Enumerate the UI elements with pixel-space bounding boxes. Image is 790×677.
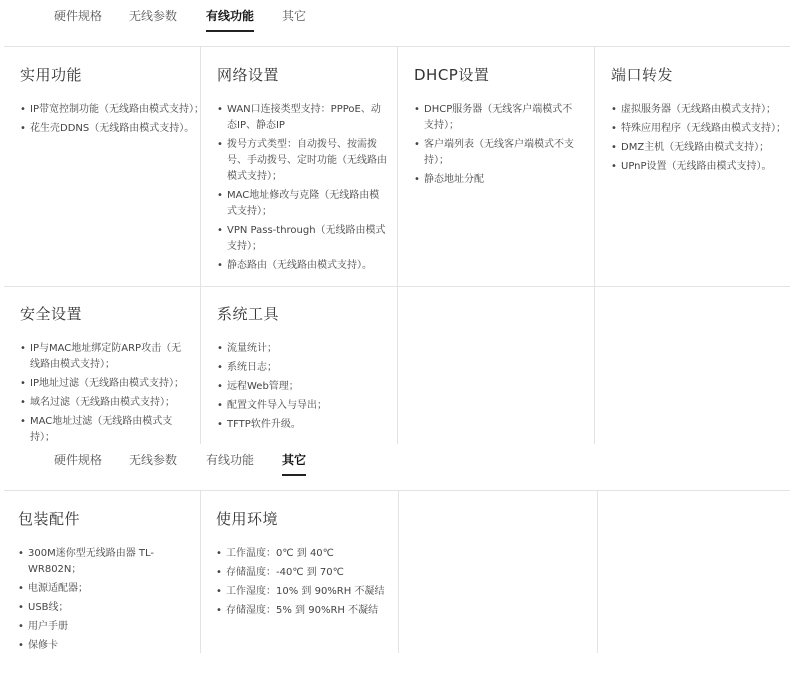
feature-cell-dhcp (414, 64, 582, 191)
feature-cell-security (20, 303, 190, 449)
spec-tabs-bottom (0, 444, 790, 484)
grid-divider (200, 490, 201, 653)
feature-cell-environment (216, 508, 391, 622)
list-item: • IP与MAC地址绑定防ARP攻击（无线路由模式支持）； (20, 341, 190, 373)
list-item: • 静态路由（无线路由模式支持）。 (217, 258, 387, 274)
cell-title: 使用环境 (216, 510, 279, 528)
list-item: • 花生壳DDNS（无线路由模式支持）。 (20, 121, 210, 137)
list-item: • USB线； (18, 600, 193, 616)
feature-list (217, 341, 387, 433)
grid-divider (594, 46, 595, 444)
tab-hardware-spec[interactable]: 硬件规格 (54, 453, 103, 467)
feature-list (217, 102, 387, 274)
cell-title: DHCP设置 (414, 66, 490, 84)
tab-wireless-params[interactable]: 无线参数 (129, 9, 178, 23)
list-item: • 远程Web管理； (217, 379, 387, 395)
feature-list (414, 102, 582, 188)
list-item: • 配置文件导入与导出； (217, 398, 387, 414)
cell-title: 网络设置 (217, 66, 280, 84)
feature-list (20, 102, 210, 137)
grid-divider (398, 490, 399, 653)
tab-wireless-params[interactable]: 无线参数 (129, 453, 178, 467)
list-item: • 域名过滤（无线路由模式支持）； (20, 395, 190, 411)
tab-wired-features[interactable]: 有线功能 (206, 9, 255, 23)
list-item: • TFTP软件升级。 (217, 417, 387, 433)
feature-list (18, 546, 193, 654)
tab-other[interactable]: 其它 (282, 453, 307, 467)
feature-cell-port-forwarding (611, 64, 786, 178)
cell-title: 实用功能 (20, 66, 83, 84)
spec-tabs-top (0, 0, 790, 40)
list-item: • 工作湿度：10% 到 90%RH 不凝结 (216, 584, 391, 600)
feature-cell-system-tools (217, 303, 387, 436)
list-item: • 客户端列表（无线客户端模式不支持）； (414, 137, 582, 169)
list-item: • 流量统计； (217, 341, 387, 357)
list-item: • IP带宽控制功能（无线路由模式支持）； (20, 102, 210, 118)
grid-divider (4, 490, 790, 491)
grid-divider (397, 46, 398, 444)
tab-wired-features[interactable]: 有线功能 (206, 453, 255, 467)
cell-title: 系统工具 (217, 305, 280, 323)
tab-hardware-spec[interactable]: 硬件规格 (54, 9, 103, 23)
list-item: • 用户手册 (18, 619, 193, 635)
list-item: • 保修卡 (18, 638, 193, 654)
feature-cell-package (18, 508, 193, 657)
list-item: • 虚拟服务器（无线路由模式支持）； (611, 102, 786, 118)
list-item: • WAN口连接类型支持：PPPoE、动态IP、静态IP (217, 102, 387, 134)
feature-cell-network (217, 64, 387, 277)
cell-title: 包装配件 (18, 510, 81, 528)
list-item: • 存储温度：-40℃ 到 70℃ (216, 565, 391, 581)
list-item: • MAC地址修改与克隆（无线路由模式支持）； (217, 188, 387, 220)
cell-title: 端口转发 (611, 66, 674, 84)
list-item: • MAC地址过滤（无线路由模式支持）； (20, 414, 190, 446)
feature-list (611, 102, 786, 175)
feature-cell-utility (20, 64, 210, 140)
list-item: • 电源适配器； (18, 581, 193, 597)
list-item: • VPN Pass-through（无线路由模式支持）； (217, 223, 387, 255)
list-item: • UPnP设置（无线路由模式支持）。 (611, 159, 786, 175)
feature-list (216, 546, 391, 619)
list-item: • 工作温度：0℃ 到 40℃ (216, 546, 391, 562)
list-item: • DMZ主机（无线路由模式支持）； (611, 140, 786, 156)
list-item: • 系统日志； (217, 360, 387, 376)
tab-other[interactable]: 其它 (282, 9, 307, 23)
list-item: • 存储湿度：5% 到 90%RH 不凝结 (216, 603, 391, 619)
list-item: • DHCP服务器（无线客户端模式不支持）； (414, 102, 582, 134)
list-item: • IP地址过滤（无线路由模式支持）； (20, 376, 190, 392)
list-item: • 特殊应用程序（无线路由模式支持）； (611, 121, 786, 137)
feature-list (20, 341, 190, 446)
cell-title: 安全设置 (20, 305, 83, 323)
list-item: • 拨号方式类型：自动拨号、按需拨号、手动拨号、定时功能（无线路由模式支持）； (217, 137, 387, 185)
list-item: • 300M迷你型无线路由器 TL-WR802N； (18, 546, 193, 578)
grid-divider (597, 490, 598, 653)
list-item: • 静态地址分配 (414, 172, 582, 188)
